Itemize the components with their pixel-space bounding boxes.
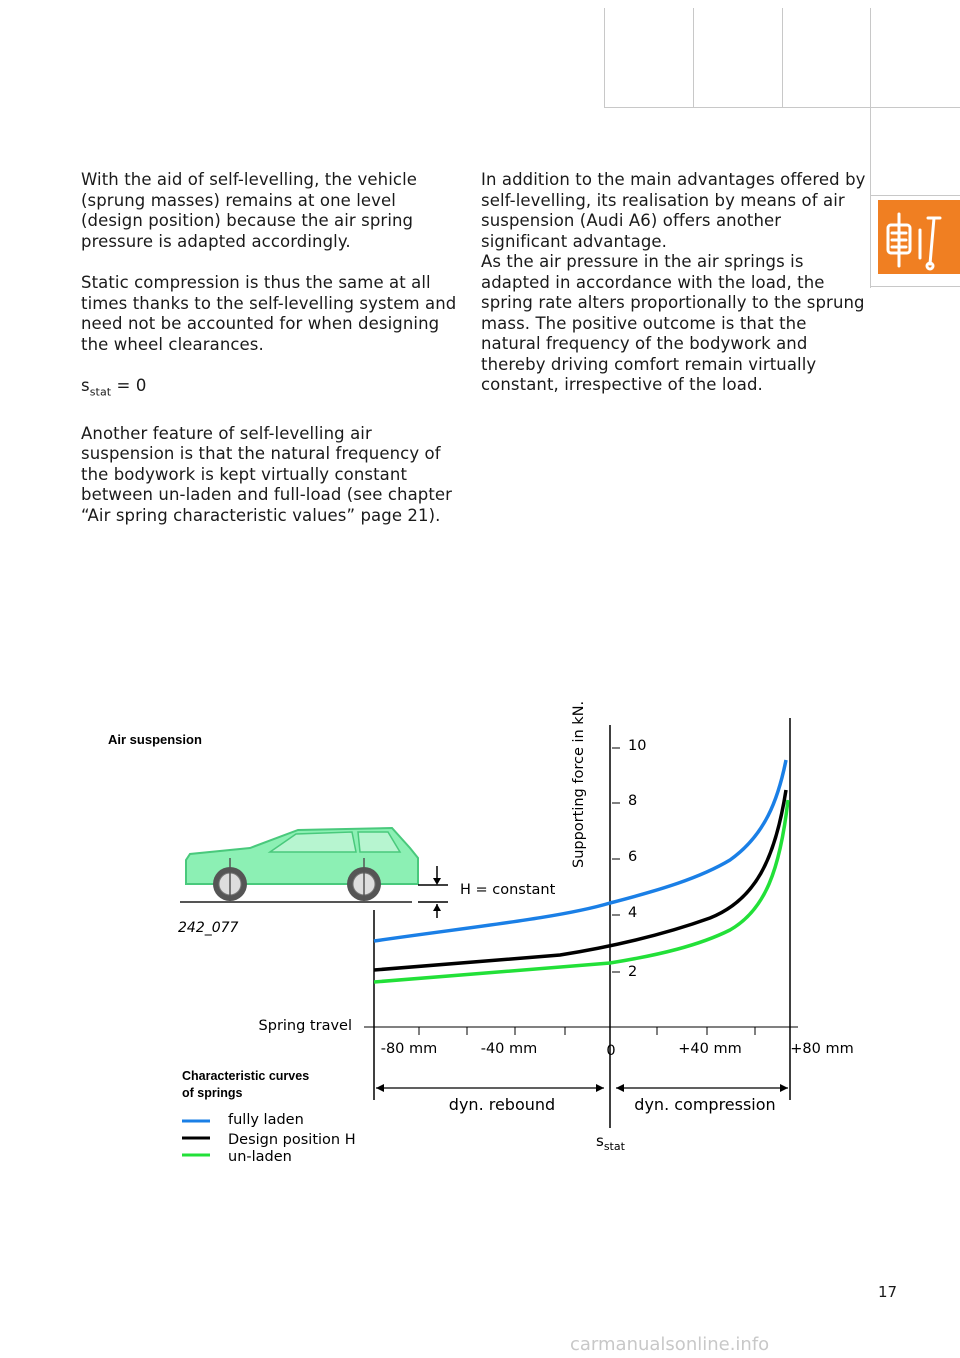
formula-subscript: stat [89, 385, 112, 399]
y-tick-label: 10 [628, 738, 647, 754]
x-tick-label: -80 mm [380, 1041, 438, 1057]
diagram-title: Air suspension [108, 732, 202, 747]
sstat-label: $s_{stat}$ [596, 1132, 625, 1153]
legend-title: of springs [182, 1086, 243, 1100]
y-tick-label: 4 [628, 905, 638, 921]
h-dimension-marker [418, 866, 448, 918]
paragraph: With the aid of self-levelling, the vehicle (sprung masses) remains at one level (design position) because the air spring pressure is adapted accordingly. [81, 170, 417, 251]
x-tick-label: +80 mm [790, 1041, 854, 1057]
rebound-label: dyn. rebound [448, 1095, 556, 1114]
legend-title: Characteristic curves [182, 1069, 310, 1083]
x-tick-label: +40 mm [678, 1041, 742, 1057]
spring-travel-label: Spring travel [258, 1018, 352, 1034]
paragraph: In addition to the main advantages offered by self-levelling, its realisation by means of air suspension (Audi A6) offers another significant advantage. [481, 170, 866, 251]
y-axis-label: Supporting force in kN. [571, 700, 587, 868]
h-constant-label: H = constant [460, 882, 556, 898]
legend-label: Design position H [228, 1132, 356, 1148]
formula-value: = 0 [111, 376, 147, 395]
paragraph: Static compression is thus the same at all times thanks to the self-levelling system and need not be accounted for when designing the wheel clearances. [81, 273, 457, 354]
compression-label: dyn. compression [634, 1095, 776, 1114]
formula-symbol: s [81, 376, 90, 395]
x-tick-marks [419, 1027, 755, 1035]
paragraph: As the air pressure in the air springs is adapted in accordance with the load, the spring rate alters proportionally to the sprung mass. The positive outcome is that the natural frequency of the bodywork and thereby driving comfort remain virtually constant, irrespective of the load. [481, 252, 865, 394]
x-tick-label: -40 mm [480, 1041, 538, 1057]
y-tick-marks [612, 748, 620, 972]
y-tick-label: 8 [628, 793, 638, 809]
legend-label: un-laden [228, 1149, 292, 1165]
car-illustration [180, 828, 418, 902]
legend-label: fully laden [228, 1112, 304, 1128]
watermark: carmanualsonline.info [570, 1334, 770, 1355]
y-tick-label: 6 [628, 849, 638, 865]
figure-id: 242_077 [178, 920, 239, 936]
y-tick-label: 2 [628, 964, 638, 980]
page-number: 17 [878, 1283, 898, 1301]
paragraph: Another feature of self-levelling air suspension is that the natural frequency of the bodywork is kept virtually constant between un-laden and full-load (see chapter “Air spring characteristic values” page 21). [81, 423, 453, 525]
x-tick-label: 0 [606, 1043, 616, 1059]
